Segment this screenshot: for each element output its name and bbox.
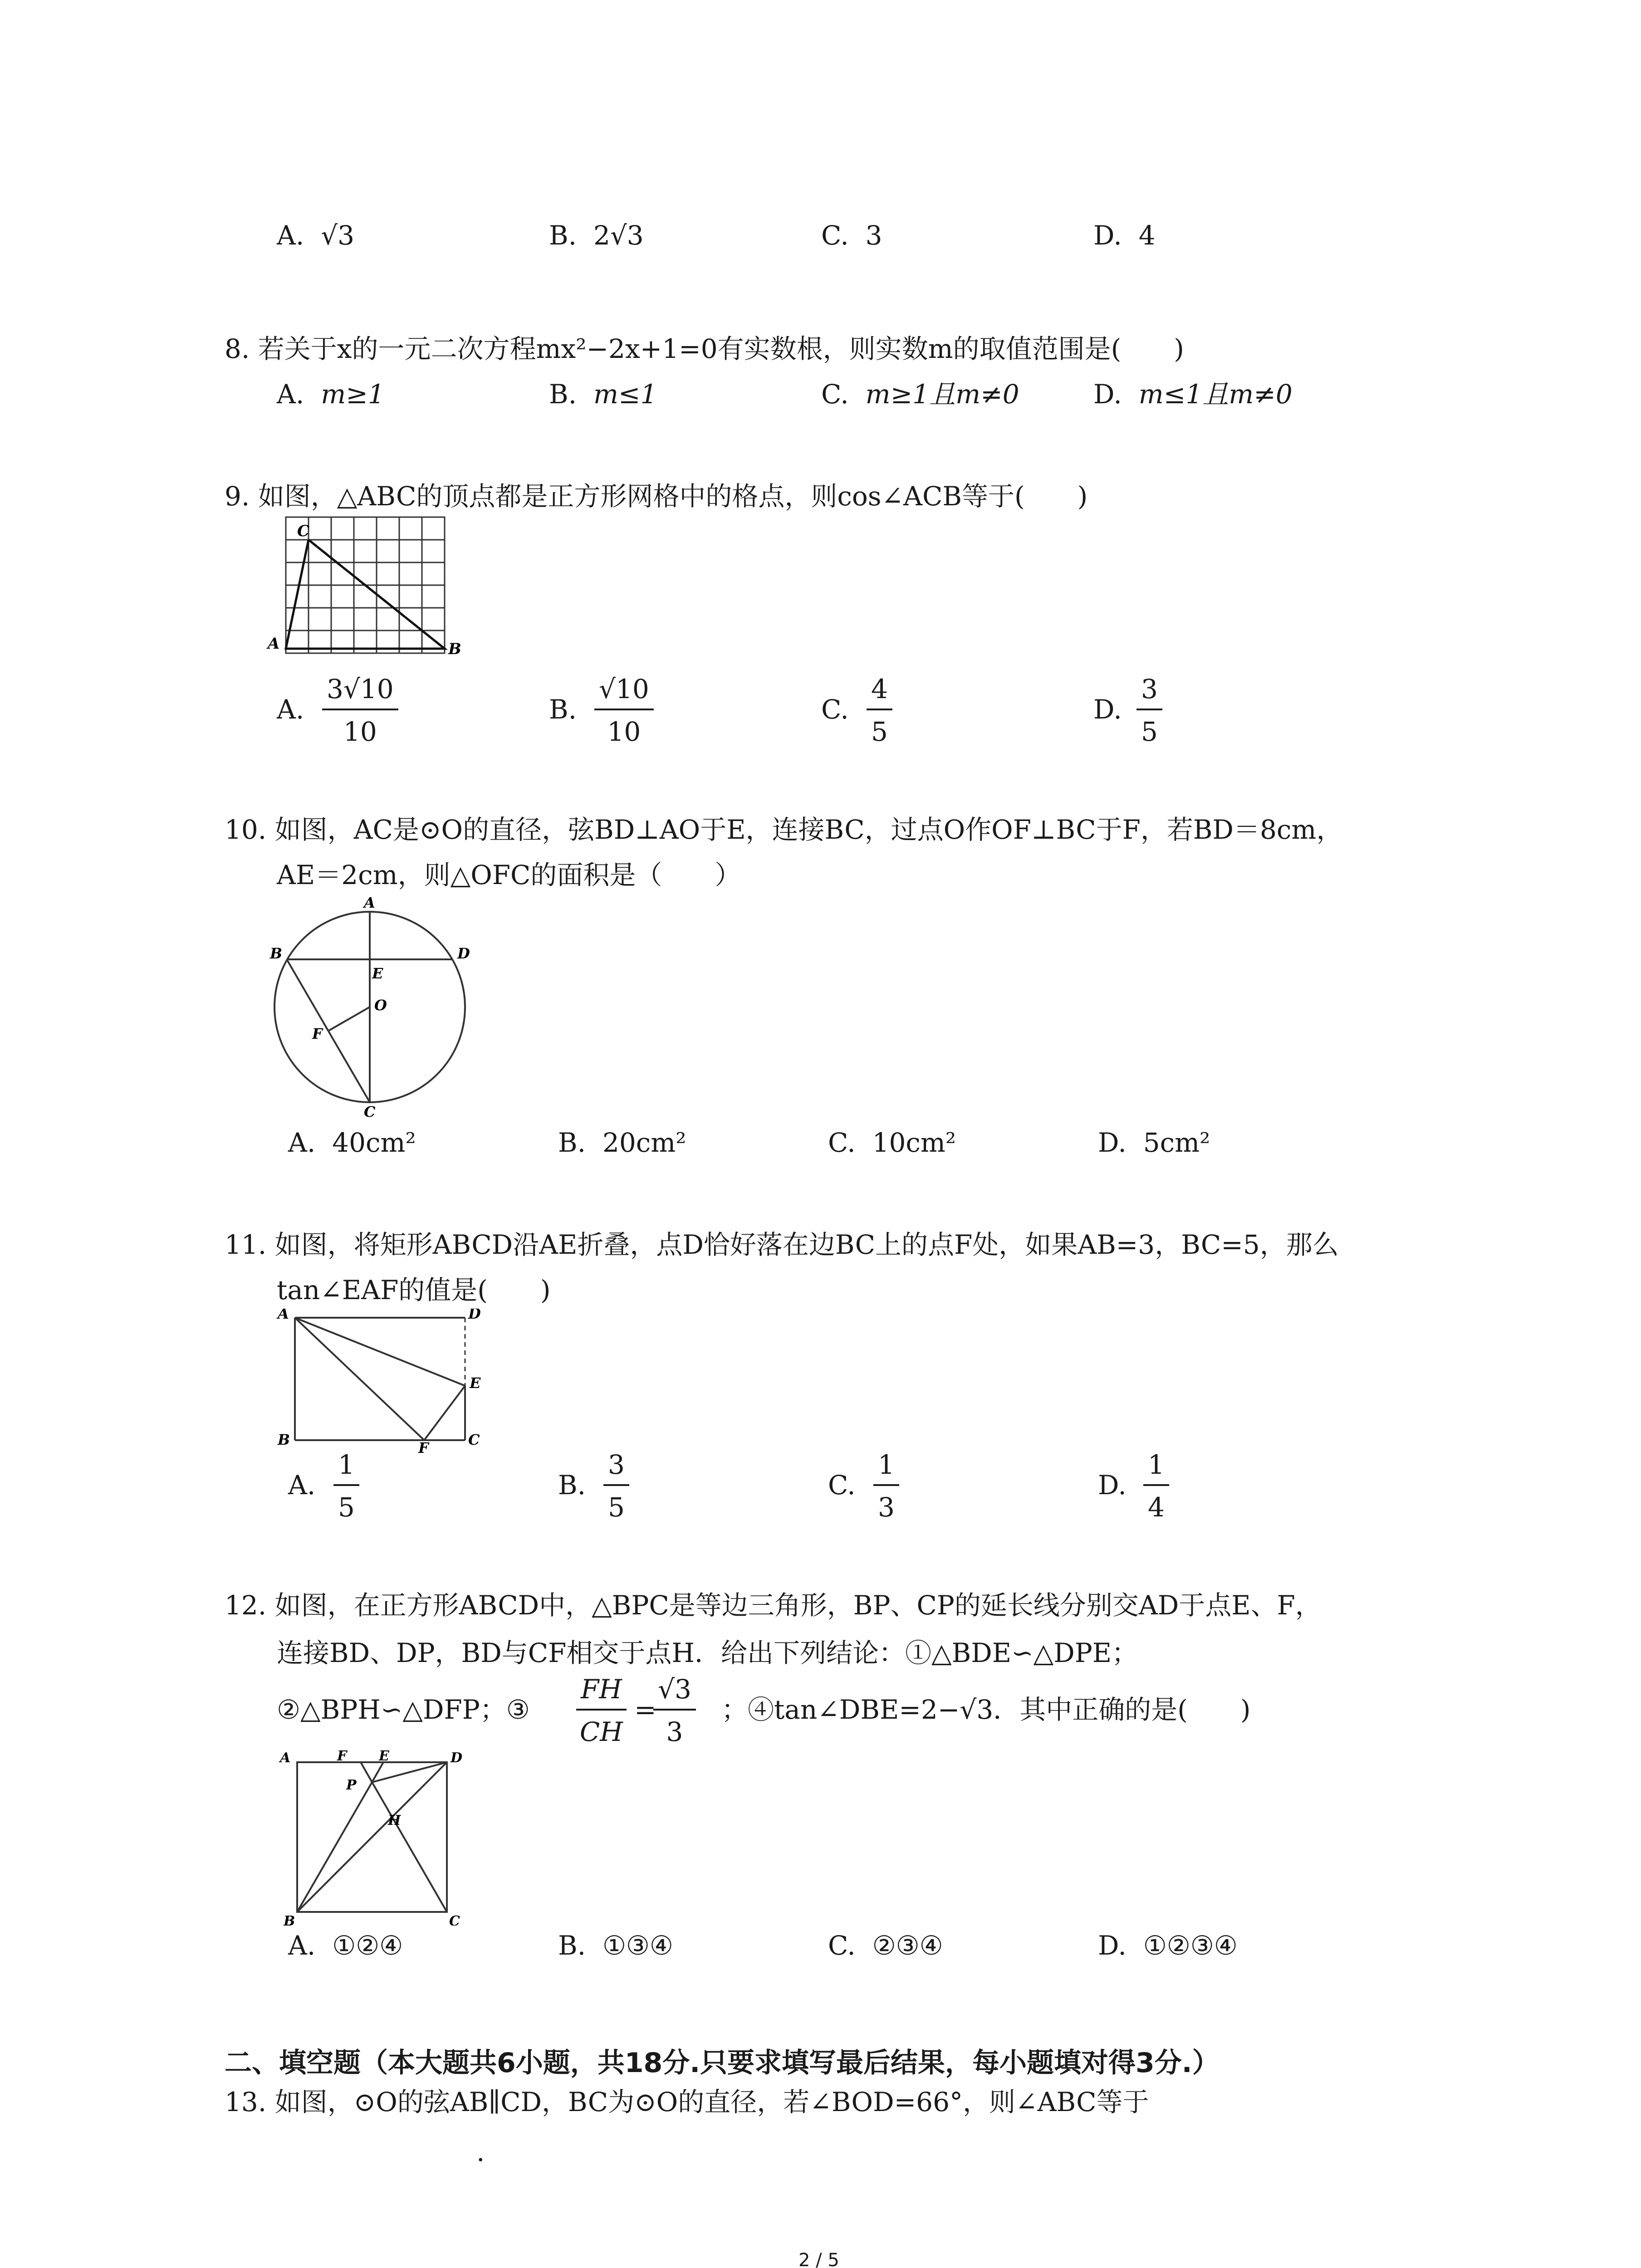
q11-stem-line1: 11. 如图，将矩形ABCD沿AE折叠，点D恰好落在边BC上的点F处，如果AB=3，BC=5，那么 <box>225 1229 1339 1260</box>
q8-option-a: A. m≥1 <box>277 379 385 410</box>
q12-label-p: P <box>346 1777 357 1793</box>
q10-option-a: A. 40cm² <box>288 1127 416 1158</box>
q12-fraction-fh-ch: $\frac{FH}{CH}$ <box>576 1676 627 1745</box>
q10-label-d: D <box>457 945 470 962</box>
q9-option-c-letter: C. <box>821 694 849 725</box>
q7-option-b: B. 2√3 <box>549 220 644 251</box>
q12-label-c: C <box>449 1913 460 1926</box>
q12-square-figure <box>270 1749 470 1927</box>
q9-grid-figure <box>259 513 467 660</box>
q11-label-b: B <box>278 1431 290 1448</box>
q9-label-b: B <box>448 640 461 658</box>
q9-option-b-letter: B. <box>549 694 577 725</box>
q8-stem: 8. 若关于x的一元二次方程mx²−2x+1=0有实数根，则实数m的取值范围是( ) <box>225 333 1184 364</box>
q10-label-e: E <box>372 965 383 982</box>
q12-label-b: B <box>284 1913 295 1926</box>
q11-option-a-fraction: $\frac{1}{5}$ <box>333 1452 359 1520</box>
q11-option-b-fraction: $\frac{3}{5}$ <box>603 1452 629 1520</box>
q7-option-d: D. 4 <box>1093 220 1156 251</box>
q9-option-b-fraction: $\frac{√10}{10}$ <box>594 676 654 745</box>
q12-label-h: H <box>388 1813 401 1828</box>
q9-option-a-letter: A. <box>277 694 304 725</box>
q12-stem-line3-b: ；④tan∠DBE=2−√3．其中正确的是( ) <box>721 1694 1251 1725</box>
q13-blank-end: . <box>476 2136 485 2167</box>
q8-option-d: D. m≤1且m≠0 <box>1093 379 1293 410</box>
q11-label-e: E <box>470 1374 481 1392</box>
q9-label-c: C <box>297 522 310 540</box>
section-heading: 二、填空题（本大题共6小题，共18分.只要求填写最后结果，每小题填对得3分.） <box>225 2047 1220 2079</box>
q10-option-b: B. 20cm² <box>558 1127 686 1158</box>
q11-option-c-fraction: $\frac{1}{3}$ <box>873 1452 899 1520</box>
q11-label-d: D <box>468 1309 481 1322</box>
q11-option-d-fraction: $\frac{1}{4}$ <box>1143 1452 1169 1520</box>
q12-label-f: F <box>337 1749 347 1764</box>
q9-option-d-fraction: $\frac{3}{5}$ <box>1136 676 1162 745</box>
q11-label-c: C <box>468 1431 480 1448</box>
q12-option-a: A. ①②④ <box>288 1930 403 1961</box>
q9-stem: 9. 如图，△ABC的顶点都是正方形网格中的格点，则cos∠ACB等于( ) <box>225 481 1088 512</box>
q10-stem-line2: AE＝2cm，则△OFC的面积是（ ） <box>277 860 741 890</box>
q8-option-b: B. m≤1 <box>549 379 657 410</box>
q12-stem-line1: 12. 如图，在正方形ABCD中，△BPC是等边三角形，BP、CP的延长线分别交AD于点E、F， <box>225 1590 1322 1621</box>
q12-label-a: A <box>280 1750 291 1766</box>
q10-label-c: C <box>364 1103 376 1118</box>
q9-option-c-fraction: $\frac{4}{5}$ <box>867 676 892 745</box>
q12-fraction-root3-3: $\frac{√3}{3}$ <box>653 1676 696 1745</box>
q8-option-c: C. m≥1且m≠0 <box>821 379 1019 410</box>
q11-option-c-letter: C. <box>828 1470 856 1501</box>
q9-label-a: A <box>268 635 280 653</box>
q12-stem-line2: 连接BD、DP，BD与CF相交于点H．给出下列结论：①△BDE∽△DPE； <box>277 1637 1138 1668</box>
q7-option-c: C. 3 <box>821 220 882 251</box>
q10-circle-figure <box>263 891 481 1120</box>
q10-stem-line1: 10. 如图，AC是⊙O的直径，弦BD⊥AO于E，连接BC，过点O作OF⊥BC于F，若BD＝8cm， <box>225 814 1343 845</box>
q7-option-a: A. √3 <box>277 220 355 251</box>
q11-option-b-letter: B. <box>558 1470 586 1501</box>
q12-label-e: E <box>379 1749 389 1764</box>
q11-label-f: F <box>418 1439 429 1454</box>
q11-rectangle-figure <box>268 1309 495 1456</box>
q11-option-a-letter: A. <box>288 1470 316 1501</box>
q11-stem-line2: tan∠EAF的值是( ) <box>277 1275 551 1305</box>
q12-label-d: D <box>451 1750 463 1766</box>
q10-label-b: B <box>270 945 283 962</box>
q10-option-d: D. 5cm² <box>1098 1127 1210 1158</box>
q12-option-b: B. ①③④ <box>558 1930 673 1961</box>
q12-stem-line3-a: ②△BPH∽△DFP；③ <box>277 1694 530 1725</box>
q13-stem: 13. 如图，⊙O的弦AB∥CD，BC为⊙O的直径，若∠BOD=66°，则∠ABC等于 <box>225 2087 1149 2117</box>
q9-option-d-letter: D. <box>1093 694 1122 725</box>
q9-option-a-fraction: $\frac{3√10}{10}$ <box>322 676 398 745</box>
q11-option-d-letter: D. <box>1098 1470 1127 1501</box>
q12-option-c: C. ②③④ <box>828 1930 943 1961</box>
q10-label-a: A <box>364 894 375 911</box>
q10-label-f: F <box>312 1025 323 1042</box>
q12-equals: = <box>634 1694 656 1725</box>
q12-option-d: D. ①②③④ <box>1098 1930 1238 1961</box>
q11-label-a: A <box>278 1309 289 1322</box>
q10-label-o: O <box>374 997 387 1014</box>
page-number: 2 / 5 <box>798 2250 839 2268</box>
q10-option-c: C. 10cm² <box>828 1127 956 1158</box>
